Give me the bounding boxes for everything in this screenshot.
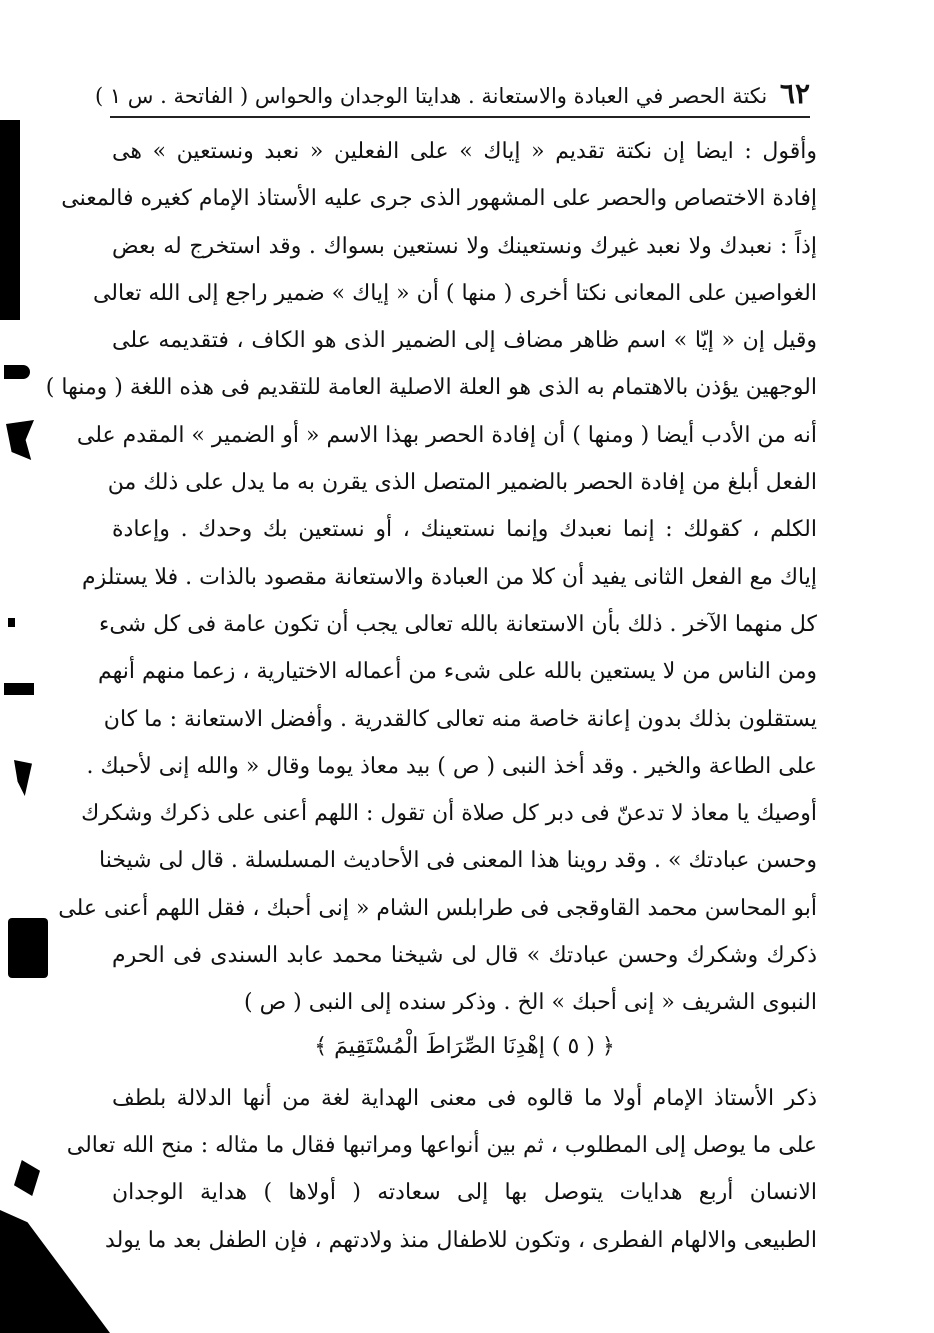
text-line: ذكرك وشكرك وحسن عبادتك » قال لى شيخنا محمد عابد السندى فى الحرم bbox=[112, 943, 817, 969]
scan-mark-left-4 bbox=[4, 683, 34, 695]
scan-mark-left-1 bbox=[4, 365, 30, 379]
body-text bbox=[45, 128, 817, 1328]
spacer bbox=[112, 1067, 817, 1075]
text-line: وأقول : ايضا إن نكتة تقديم « إياك » على الفعلين « نعبد ونستعين » هى bbox=[112, 139, 817, 164]
text-line: وحسن عبادتك » . وقد روينا هذا المعنى فى الأحاديث المسلسلة . قال لى شيخنا bbox=[98, 848, 817, 874]
text-line: أنه من الأدب أيضا ( ومنها ) أن إفادة الحصر بهذا الاسم « أو الضمير » المقدم على bbox=[76, 422, 817, 448]
scan-mark-left-7 bbox=[14, 1160, 40, 1196]
quran-verse-heading: ﴿ ( ٥ ) إهْدِنَا الصِّرَاطَ الْمُسْتَقِيمَ ﴾ bbox=[314, 1033, 615, 1059]
running-title: نكتة الحصر في العبادة والاستعانة . هدايتا الوجدان والحواس ( الفاتحة . س ١ ) bbox=[94, 84, 768, 108]
text-line: ومن الناس من لا يستعين بالله على شىء من أعماله الاختيارية ، زعما منهم أنهم bbox=[98, 659, 817, 685]
text-line: وقيل إن « إيّا » اسم ظاهر مضاف إلى الضمير الذى هو الكاف ، فتقديمه على bbox=[112, 328, 817, 354]
text-line: إياك مع الفعل الثانى يفيد أن كلا من العبادة والاستعانة مقصود بالذات . فلا يستلزم bbox=[82, 564, 817, 590]
text-line: على الطاعة والخير . وقد أخذ النبى ( ص ) بيد معاذ يوما وقال « والله إنى لأحبك . bbox=[86, 753, 817, 779]
text-line: الوجهين يؤذن بالاهتمام به الذى هو العلة الاصلية العامة للتقديم فى هذه اللغة ( ومنها ) bbox=[45, 375, 817, 401]
text-line: أبو المحاسن محمد القاوقجى فى طرابلس الشام « إنى أحبك ، فقل اللهم أعنى على bbox=[58, 895, 817, 921]
text-line: يستقلون بذلك بدون إعانة خاصة منه تعالى كالقدرية . وأفضل الاستعانة : ما كان bbox=[103, 706, 817, 732]
scan-mark-left-2 bbox=[6, 420, 34, 460]
text-line: الغواصين على المعانى نكتا أخرى ( منها ) أن « إياك » ضمير راجع إلى الله تعالى bbox=[92, 280, 817, 306]
page-number: ٦٢ bbox=[779, 77, 810, 110]
scan-mark-left-6 bbox=[8, 918, 48, 978]
text-line: إفادة الاختصاص والحصر على المشهور الذى جرى عليه الأستاذ الإمام كغيره فالمعنى bbox=[61, 186, 817, 212]
scan-mark-left-bottom bbox=[0, 1210, 110, 1333]
text-line: كل منهما الآخر . ذلك بأن الاستعانة بالله تعالى يجب أن تكون عامة فى كل شىء bbox=[99, 611, 817, 637]
scan-mark-left-top bbox=[0, 120, 20, 320]
scan-mark-left-3 bbox=[8, 618, 15, 627]
text-line: ذكر الأستاذ الإمام أولا ما قالوه فى معنى الهداية لغة من أنها الدلالة بلطف bbox=[112, 1085, 817, 1111]
text-line: الفعل أبلغ من إفادة الحصر بالضمير المتصل الذى يقرن به ما يدل على ذلك من bbox=[107, 470, 817, 496]
text-line: الانسان أربع هدايات يتوصل بها إلى سعادته ( أولاها ) هداية الوجدان bbox=[112, 1180, 817, 1206]
text-line: الكلم ، كقولك : إنما نعبدك وإنما نستعينك ، أو نستعين بك وحدك . وإعادة bbox=[112, 517, 817, 543]
text-line: النبوى الشريف « إنى أحبك » الخ . وذكر سنده إلى النبى ( ص ) bbox=[244, 990, 817, 1016]
text-line: على ما يوصل إلى المطلوب ، ثم بين أنواعها ومراتبها فقال ما مثاله : منح الله تعالى bbox=[66, 1132, 817, 1158]
scan-mark-left-5 bbox=[14, 760, 32, 796]
text-line: إذاً : نعبدك ولا نعبد غيرك ونستعينك ولا نستعين بسواك . وقد استخرج له بعض bbox=[112, 233, 817, 259]
page-header bbox=[94, 72, 810, 118]
text-line: الطبيعى والالهام الفطرى ، وتكون للاطفال منذ ولادتهم ، فإن الطفل بعد ما يولد bbox=[105, 1227, 817, 1253]
text-line: أوصيك يا معاذ لا تدعنّ فى دبر كل صلاة أن تقول : اللهم أعنى على ذكرك وشكرك bbox=[81, 801, 817, 827]
